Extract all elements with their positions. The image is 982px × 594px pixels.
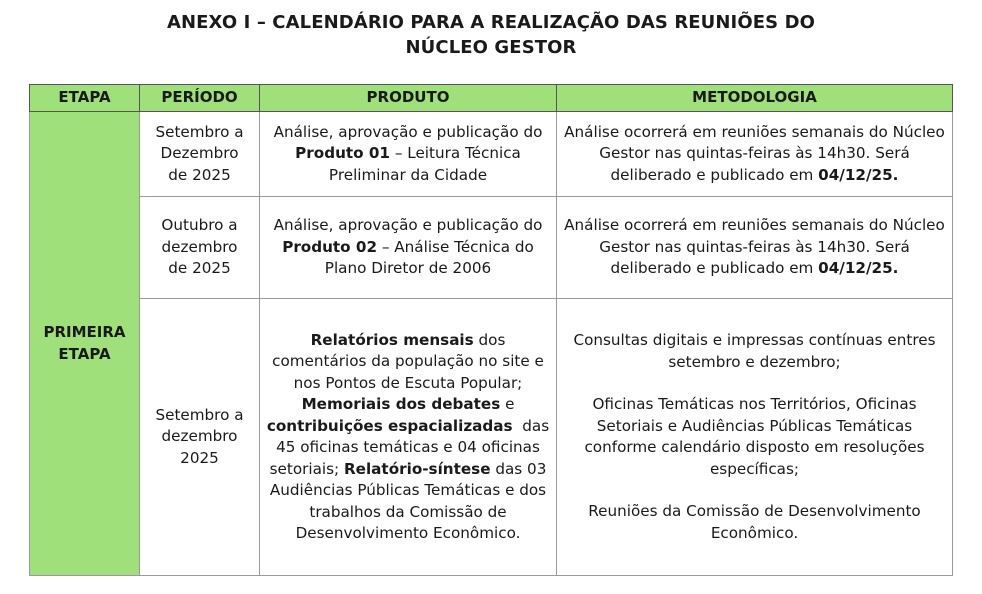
metodologia-cell	[557, 197, 953, 299]
header-periodo: PERÍODO	[140, 85, 260, 112]
produto-name: Memoriais dos debates	[301, 395, 501, 413]
table-row	[30, 197, 953, 299]
produto-text: – Leitura Técnica Preliminar da Cidade	[328, 144, 521, 184]
metodologia-cell	[557, 299, 953, 576]
periodo-cell	[140, 112, 260, 197]
produto-name: Relatórios mensais	[310, 330, 474, 349]
periodo-line: dezembro	[161, 237, 238, 256]
metodologia-paragraph: Consultas digitais e impressas contínuas entres setembro e dezembro;	[573, 331, 936, 371]
produto-text: – Análise Técnica do Plano Diretor de 2006	[324, 237, 534, 278]
periodo-cell	[140, 197, 260, 299]
periodo-cell	[140, 299, 260, 576]
title-line-1: ANEXO I – CALENDÁRIO PARA A REALIZAÇÃO DAS REUNIÕES DO	[166, 12, 816, 33]
produto-text: dos comentários da população no site e nos Pontos de Escuta Popular;	[272, 330, 544, 392]
periodo-line: de 2025	[168, 259, 231, 278]
table-header-row	[30, 85, 953, 112]
produto-name: Relatório-síntese	[343, 459, 491, 478]
etapa-label-line-1: PRIMEIRA	[43, 323, 126, 341]
periodo-line: Outubro a	[161, 216, 238, 235]
title-line-2: NÚCLEO GESTOR	[405, 37, 577, 58]
etapa-label-line-2: ETAPA	[58, 344, 111, 363]
header-produto: PRODUTO	[260, 85, 557, 112]
metodologia-text: Análise ocorrerá em reuniões semanais do Núcleo Gestor nas quintas-feiras às 14h30. Será deliberado e publicado em	[564, 122, 945, 184]
produto-name: contribuições espacializadas	[266, 416, 513, 435]
table-row	[30, 112, 953, 197]
calendar-table	[29, 84, 953, 576]
produto-text: das 45 oficinas temáticas e 04 oficinas setoriais;	[269, 416, 554, 478]
periodo-line: Dezembro	[160, 144, 239, 163]
deadline-date: 04/12/25.	[818, 259, 899, 278]
periodo-line: 2025	[180, 448, 219, 467]
metodologia-cell	[557, 112, 953, 197]
etapa-cell	[30, 112, 140, 576]
produto-name: Produto 02	[282, 237, 378, 256]
periodo-line: Setembro a	[155, 122, 244, 141]
produto-name: Produto 01	[295, 144, 390, 163]
periodo-line: dezembro	[161, 427, 238, 446]
produto-text: das 03 Audiências Públicas Temáticas e dos trabalhos da Comissão de Desenvolvimento Econômico.	[269, 459, 547, 542]
produto-text: e	[500, 395, 515, 413]
produto-cell	[260, 197, 557, 299]
periodo-line: de 2025	[168, 165, 231, 184]
document-title	[0, 10, 982, 60]
header-etapa: ETAPA	[30, 85, 140, 112]
produto-cell	[260, 112, 557, 197]
metodologia-text: Análise ocorrerá em reuniões semanais do Núcleo Gestor nas quintas-feiras às 14h30. Será deliberado e publicado em	[564, 216, 945, 278]
table-row	[30, 299, 953, 576]
produto-text: Análise, aprovação e publicação do	[273, 122, 543, 141]
metodologia-paragraph: Oficinas Temáticas nos Territórios, Oficinas Setoriais e Audiências Públicas Temáticas conforme calendário disposto em resoluções específicas;	[584, 395, 925, 478]
deadline-date: 04/12/25.	[818, 165, 899, 184]
metodologia-paragraph: Reuniões da Comissão de Desenvolvimento Econômico.	[588, 502, 921, 542]
periodo-line: Setembro a	[155, 405, 244, 424]
header-metodologia: METODOLOGIA	[557, 85, 953, 112]
produto-text: Análise, aprovação e publicação do	[273, 216, 543, 235]
produto-cell	[260, 299, 557, 576]
